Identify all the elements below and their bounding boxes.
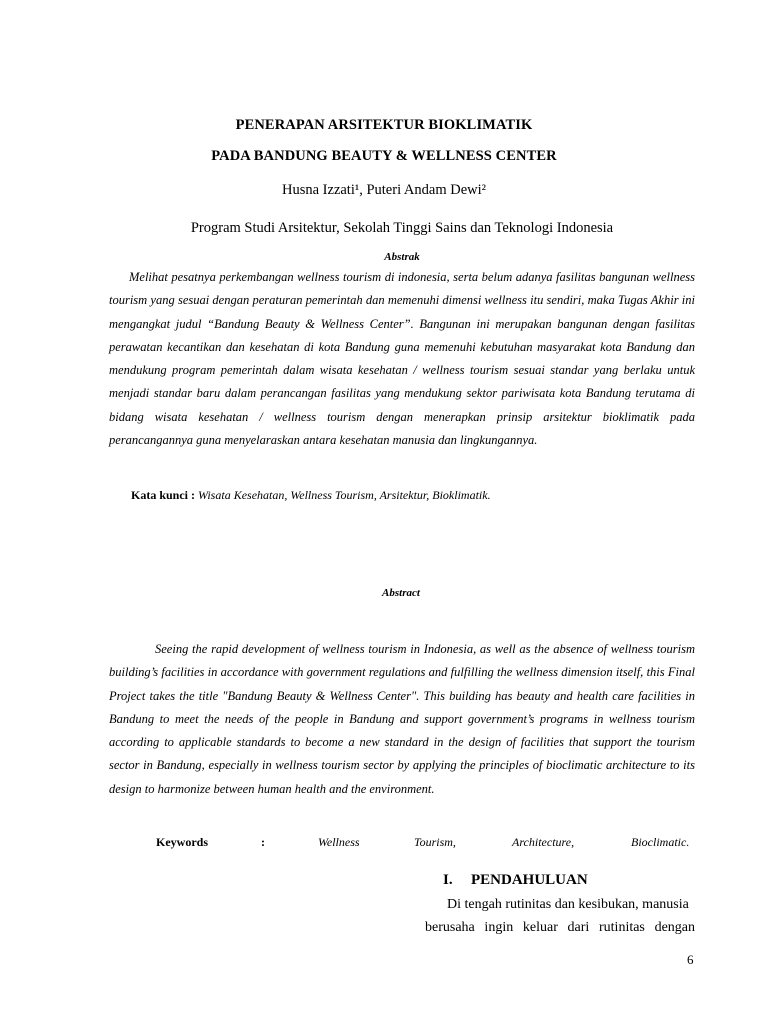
- abstract-heading: Abstract: [382, 587, 420, 599]
- body-text-line: berusaha ingin keluar dari rutinitas dengan: [425, 920, 695, 935]
- keyword-item: Wellness: [318, 835, 360, 849]
- abstract-paragraph: Seeing the rapid development of wellness tourism in Indonesia, as well as the absence of wellness tourism building’s facilities in accordance with government regulations and fulfilling the wellness dimension itself, this Final Project takes the title "Bandung Beauty & Wellness Center". This building has beauty and health care facilities in Bandung to meet the needs of the people in Bandung and support government’s programs in wellness tourism according to applicable standards to become a new standard in the design of facilities that support the tourism sector in Bandung, especially in wellness tourism sector by applying the principles of bioclimatic architecture to its design to harmonize between human health and the environment.: [109, 642, 695, 796]
- keywords-colon: :: [261, 835, 265, 849]
- keywords-label: Keywords: [156, 835, 208, 849]
- kata-kunci-value: Wisata Kesehatan, Wellness Tourism, Arsitektur, Bioklimatik.: [198, 488, 491, 502]
- body-text-line: Di tengah rutinitas dan kesibukan, manusia: [447, 897, 689, 912]
- keyword-item: Bioclimatic.: [631, 835, 690, 849]
- kata-kunci: [131, 488, 491, 503]
- kata-kunci-label: Kata kunci :: [131, 488, 196, 502]
- section-title: PENDAHULUAN: [471, 872, 588, 888]
- paper-title-line-2: PADA BANDUNG BEAUTY & WELLNESS CENTER: [211, 148, 557, 164]
- abstrak-paragraph: Melihat pesatnya perkembangan wellness tourism di indonesia, serta belum adanya fasilitas bangunan wellness tourism yang sesuai dengan peraturan pemerintah dan memenuhi dimensi wellness itu sendiri, maka Tugas Akhir ini mengangkat judul “Bandung Beauty & Wellness Center”. Bangunan ini merupakan bangunan dengan fasilitas perawatan kecantikan dan kesehatan di kota Bandung guna memenuhi kebutuhan masyarakat kota Bandung dan mendukung program pemerintah dalam wisata kesehatan / wellness tourism sesuai standar yang berlaku untuk menjadi standar baru dalam perancangan fasilitas yang mendukung sektor pariwisata kota Bandung terutama di bidang wisata kesehatan / wellness tourism dengan menerapkan prinsip arsitektur bioklimatik pada perancangannya guna menyelaraskan antara kesehatan manusia dan lingkungannya.: [109, 270, 695, 448]
- abstrak-heading: Abstrak: [384, 251, 420, 263]
- keyword-item: Architecture,: [512, 835, 575, 849]
- author-affiliation: Program Studi Arsitektur, Sekolah Tinggi Sains dan Teknologi Indonesia: [190, 220, 614, 236]
- page-number: 6: [687, 952, 694, 967]
- author-list: Husna Izzati¹, Puteri Andam Dewi²: [282, 182, 486, 198]
- keyword-item: Tourism,: [414, 835, 456, 849]
- paper-title-line-1: PENERAPAN ARSITEKTUR BIOKLIMATIK: [235, 117, 533, 133]
- section-heading: [443, 872, 588, 889]
- section-number: I.: [443, 872, 453, 888]
